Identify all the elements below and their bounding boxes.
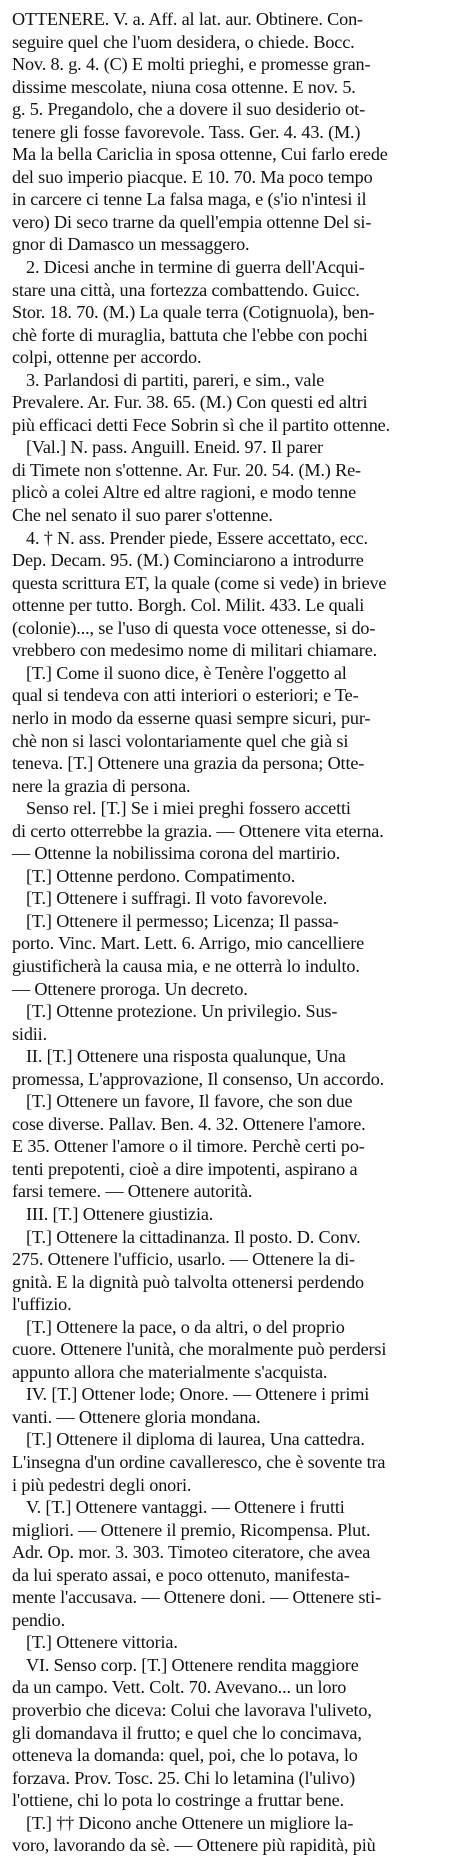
text-line: [T.] Ottenere la cittadinanza. Il posto. D. Conv. [26, 1226, 361, 1247]
text-line: 4. † N. ass. Prender piede, Essere accettato, ecc. [26, 527, 368, 548]
text-line: nere la grazia di persona. [12, 775, 191, 796]
text-line: plicò a colei Altre ed altre ragioni, e modo tenne [12, 482, 356, 503]
text-line: III. [T.] Ottenere giustizia. [26, 1203, 214, 1224]
text-line: i più pedestri degli onori. [12, 1474, 192, 1495]
text-line: qual si tendeva con atti interiori o esteriori; e Te- [12, 685, 359, 706]
text-line: [Val.] N. pass. Anguill. Eneid. 97. Il parer [26, 437, 323, 458]
text-line: Nov. 8. g. 4. (C) E molti prieghi, e promesse gran- [12, 54, 371, 75]
text-line: farsi temere. — Ottenere autorità. [12, 1181, 253, 1202]
text-line: migliori. — Ottenere il premio, Ricompensa. Plut. [12, 1519, 371, 1540]
text-line: IV. [T.] Ottener lode; Onore. — Ottenere i primi [26, 1384, 370, 1405]
text-line: da lui sperato assai, e poco ottenuto, manifesta- [12, 1564, 350, 1585]
text-line: giustificherà la causa mia, e ne otterrà lo indulto. [12, 955, 360, 976]
text-line: 2. Dicesi anche in termine di guerra dell'Acqui- [26, 257, 365, 278]
text-line: cuore. Ottenere l'unità, che moralmente può perdersi [12, 1339, 387, 1360]
text-line: 275. Ottenere l'ufficio, usarlo. — Ottenere la di- [12, 1249, 355, 1270]
text-line: in carcere ci tenne La falsa maga, e (s'io n'intesi il [12, 189, 367, 210]
text-line: di Timete non s'ottenne. Ar. Fur. 20. 54. (M.) Re- [12, 459, 361, 480]
text-line: gli domandava il frutto; e quel che lo concimava, [12, 1722, 362, 1743]
text-line: da un campo. Vett. Colt. 70. Avevano... un loro [12, 1677, 347, 1698]
text-line: otteneva la domanda: quel, poi, che lo potava, lo [12, 1745, 358, 1766]
text-line: Che nel senato il suo parer s'ottenne. [12, 505, 273, 526]
text-line: [T.] Ottenne perdono. Compatimento. [26, 865, 296, 886]
text-line: forzava. Prov. Tosc. 25. Chi lo letamina (l'ulivo) [12, 1767, 356, 1788]
text-line: dissime mescolate, niuna cosa ottenne. E nov. 5. [12, 76, 356, 97]
text-line: del suo imperio piacque. E 10. 70. Ma poco tempo [12, 166, 373, 187]
text-line: II. [T.] Ottenere una risposta qualunque, Una [26, 1046, 346, 1067]
text-line: chè non si lasci volontariamente quel che già si [12, 730, 349, 751]
text-line: E 35. Ottener l'amore o il timore. Perchè certi po- [12, 1136, 365, 1157]
text-line: gnor di Damasco un messaggero. [12, 234, 250, 255]
text-line: — Ottenere proroga. Un decreto. [12, 978, 248, 999]
text-line: tenere gli fosse favorevole. Tass. Ger. 4. 43. (M.) [12, 121, 361, 142]
entry-text [12, 8, 457, 1857]
text-line: Senso rel. [T.] Se i miei preghi fossero accetti [26, 798, 351, 819]
text-line: Stor. 18. 70. (M.) La quale terra (Cotignuola), ben- [12, 302, 375, 323]
text-line: promessa, L'approvazione, Il consenso, Un accordo. [12, 1068, 385, 1089]
text-line: nerlo in modo da esserne quasi sempre sicuri, pur- [12, 707, 371, 728]
text-line: cose diverse. Pallav. Ben. 4. 32. Ottenere l'amore. [12, 1113, 366, 1134]
text-line: vero) Di seco trarne da quell'empia ottenne Del si- [12, 211, 372, 232]
text-line: [T.] Ottenne protezione. Un privilegio. Sus- [26, 1001, 338, 1022]
text-line: chè forte di muraglia, battuta che l'ebbe con pochi [12, 324, 368, 345]
text-line: — Ottenne la nobilissima corona del martirio. [12, 843, 341, 864]
text-line: ottenne per tutto. Borgh. Col. Milit. 433. Le quali [12, 595, 365, 616]
text-line: (colonie)..., se l'uso di questa voce ottenesse, si do- [12, 617, 376, 638]
text-line: mente l'accusava. — Ottenere doni. — Ottenere sti- [12, 1587, 381, 1608]
text-line: g. 5. Pregandolo, che a dovere il suo desiderio ot- [12, 99, 365, 120]
text-line: [T.] Ottenere il permesso; Licenza; Il passa- [26, 910, 339, 931]
text-line: sidii. [12, 1023, 47, 1044]
text-line: Ma la bella Cariclia in sposa ottenne, Cui farlo erede [12, 144, 388, 165]
text-line: pendio. [12, 1609, 65, 1630]
text-line: vrebbero con medesimo nome di militari chiamare. [12, 640, 378, 661]
text-line: più efficaci detti Fece Sobrin sì che il partito ottenne. [12, 414, 390, 435]
text-line: L'insegna d'un ordine cavalleresco, che è sovente tra [12, 1452, 386, 1472]
text-line: OTTENERE. V. a. Aff. al lat. aur. Obtinere. Con- [12, 9, 363, 29]
text-line: gnità. E la dignità può talvolta ottenersi perdendo [12, 1271, 364, 1292]
text-line: colpi, ottenne per accordo. [12, 347, 202, 368]
text-line: proverbio che diceva: Colui che lavorava l'uliveto, [12, 1700, 372, 1721]
text-line: questa scrittura ET, la quale (come si vede) in brieve [12, 572, 387, 593]
text-line: l'ottiene, chi lo pota lo costringe a fruttar bene. [12, 1790, 344, 1811]
text-line: porto. Vinc. Mart. Lett. 6. Arrigo, mio cancelliere [12, 933, 365, 954]
text-line: 3. Parlandosi di partiti, pareri, e sim., vale [26, 369, 325, 390]
text-line: [T.] Ottenere un favore, Il favore, che son due [26, 1091, 353, 1112]
text-line: [T.] Ottenere la pace, o da altri, o del proprio [26, 1316, 345, 1337]
text-line: [T.] Ottenere i suffragi. Il voto favorevole. [26, 888, 328, 909]
text-line: Prevalere. Ar. Fur. 38. 65. (M.) Con questi ed altri [12, 392, 368, 413]
text-line: vanti. — Ottenere gloria mondana. [12, 1406, 261, 1427]
text-line: l'uffizio. [12, 1294, 72, 1315]
text-line: appunto allora che materialmente s'acquista. [12, 1361, 328, 1382]
text-line: [T.] Ottenere vittoria. [26, 1632, 178, 1653]
text-line: VI. Senso corp. [T.] Ottenere rendita maggiore [26, 1654, 359, 1675]
text-line: stare una città, una fortezza combattendo. Guicc. [12, 279, 360, 300]
text-line: voro, lavorando da sè. — Ottenere più rapidità, più [12, 1835, 376, 1856]
text-line: Adr. Op. mor. 3. 303. Timoteo citeratore, che avea [12, 1542, 371, 1563]
text-line: di certo otterrebbe la grazia. — Ottenere vita eterna. [12, 820, 384, 841]
text-line: [T.] †† Dicono anche Ottenere un migliore la- [26, 1812, 354, 1833]
text-line: V. [T.] Ottenere vantaggi. — Ottenere i frutti [26, 1497, 345, 1518]
text-line: seguire quel che l'uom desidera, o chiede. Bocc. [12, 31, 355, 52]
text-line: teneva. [T.] Ottenere una grazia da persona; Otte- [12, 753, 365, 774]
text-line: [T.] Come il suono dice, è Tenère l'oggetto al [26, 662, 347, 683]
text-line: tenti prepotenti, cioè a dire impotenti, aspirano a [12, 1158, 358, 1179]
text-line: [T.] Ottenere il diploma di laurea, Una cattedra. [26, 1429, 365, 1450]
text-line: Dep. Decam. 95. (M.) Cominciarono a introdurre [12, 550, 364, 571]
